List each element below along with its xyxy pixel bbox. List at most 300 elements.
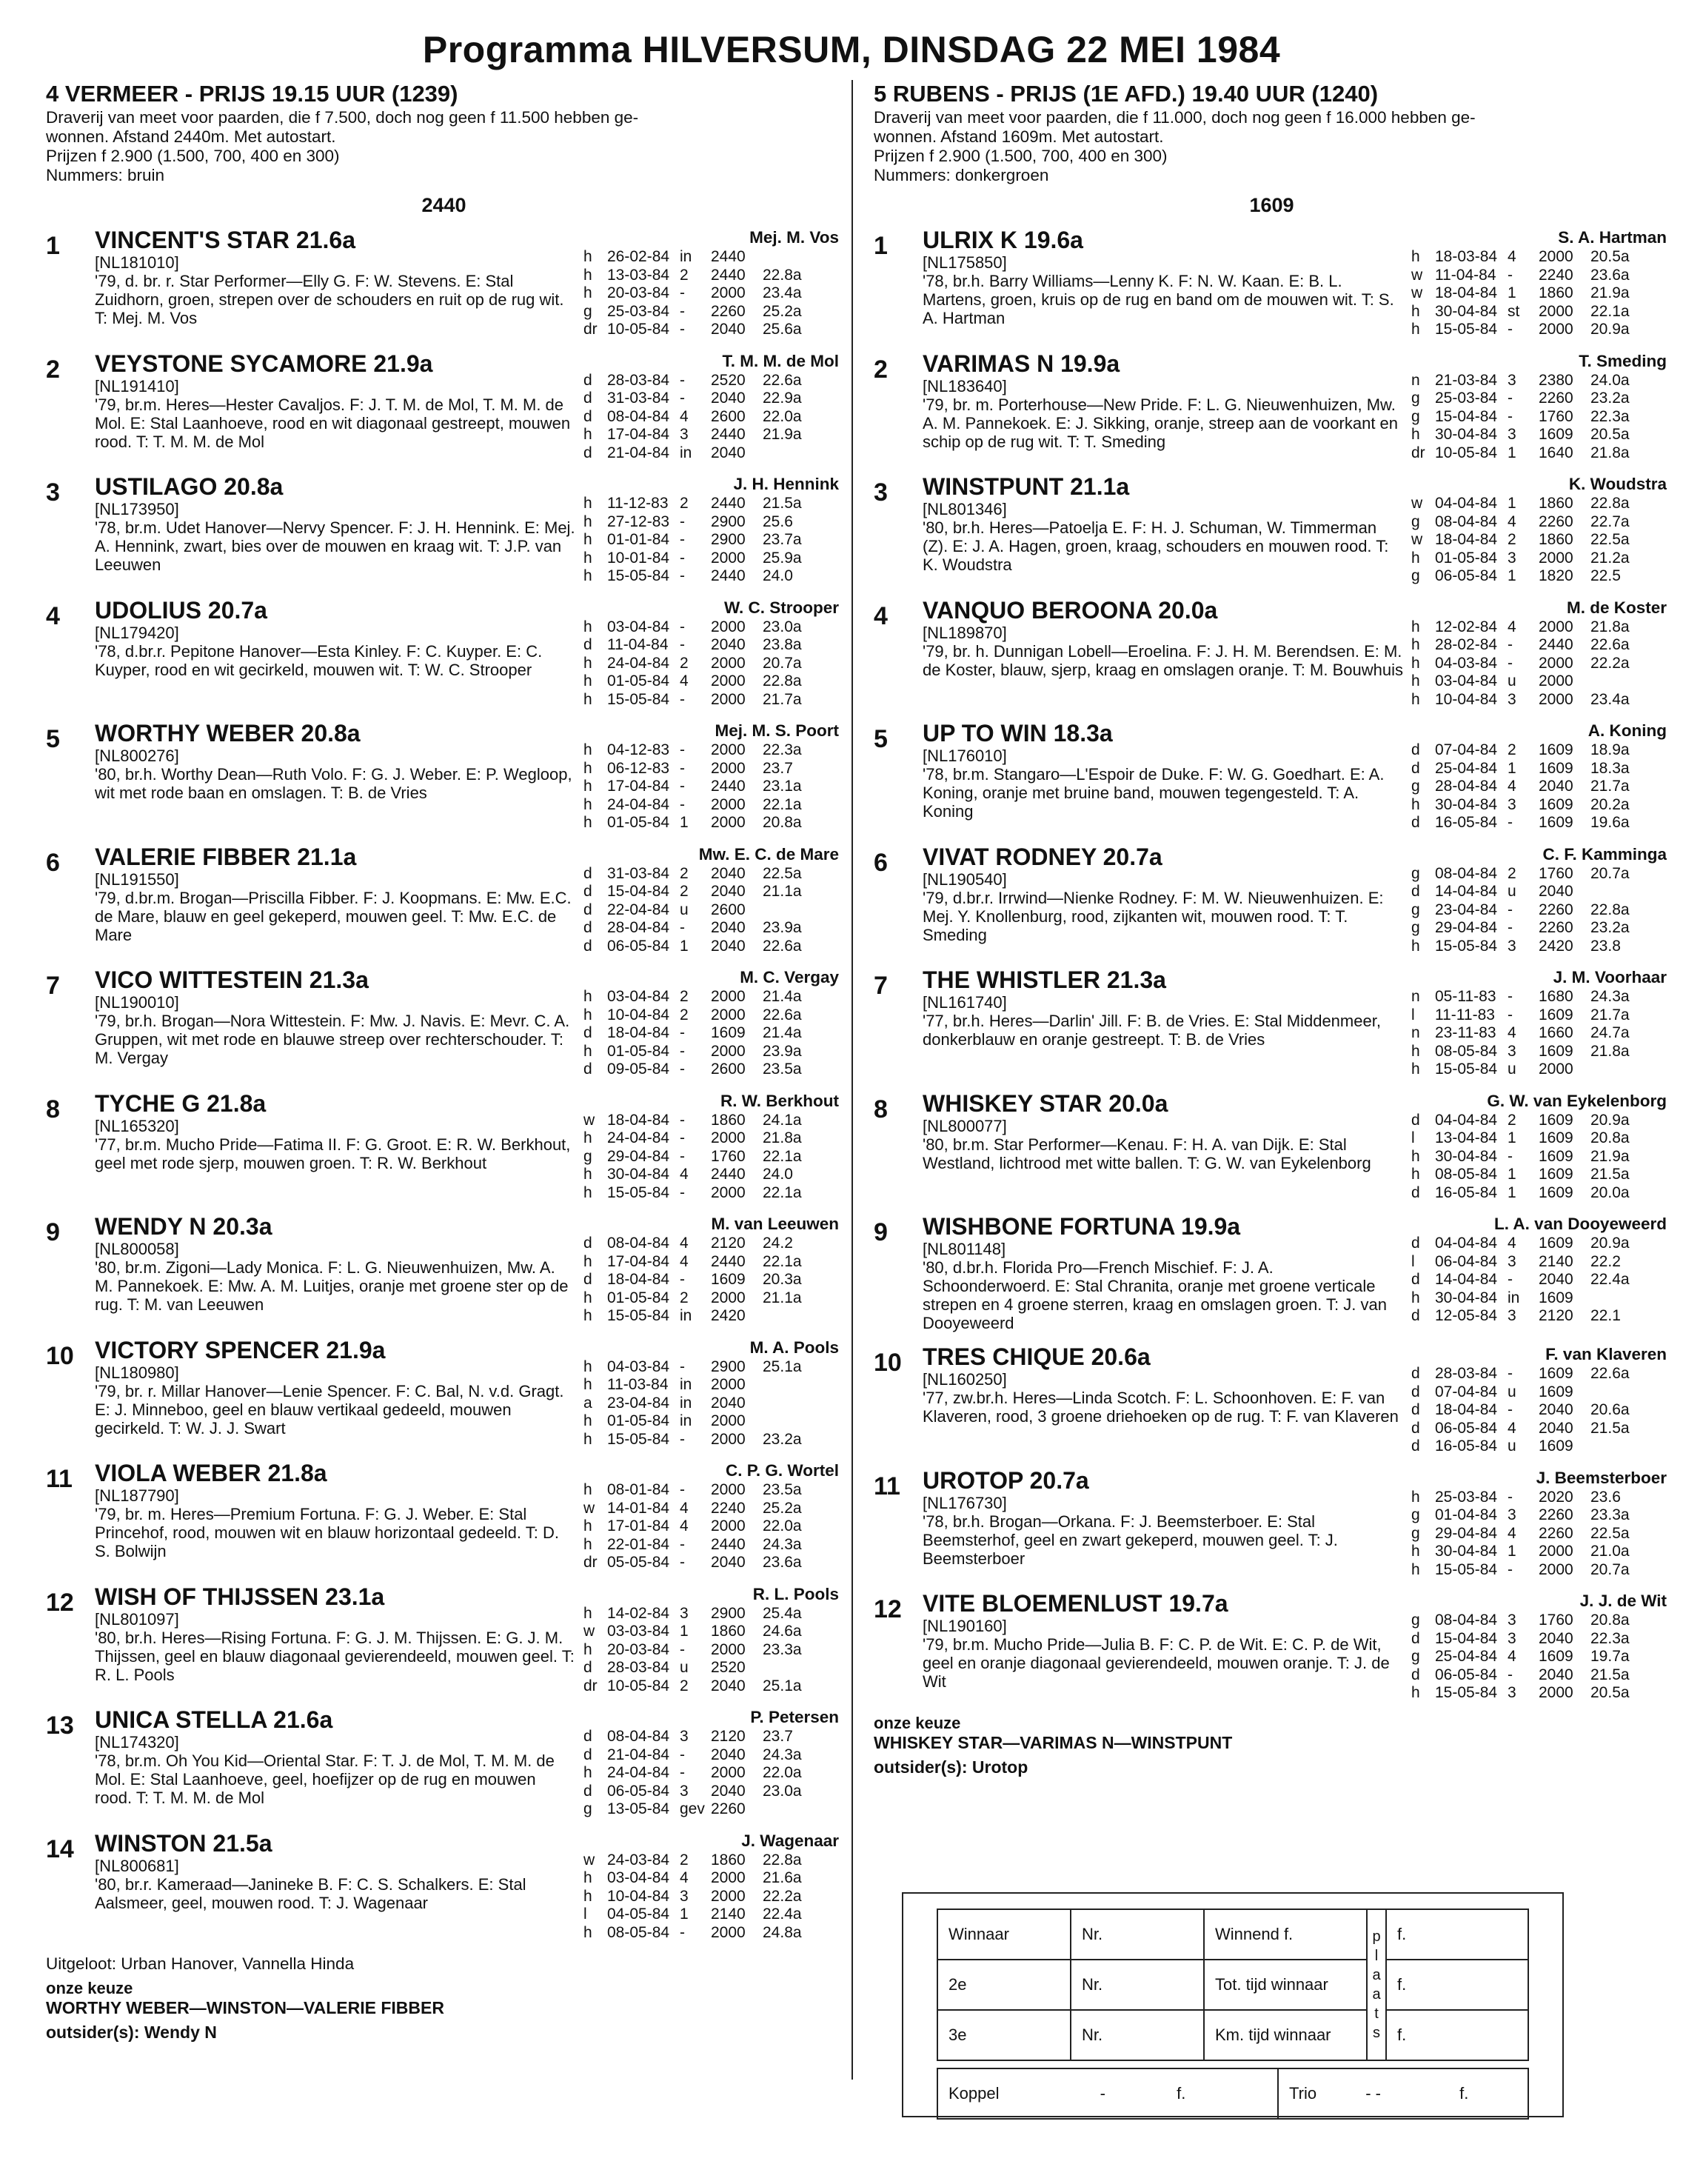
- distance-cell: 2000: [711, 1869, 746, 1886]
- time-cell: 20.3a: [763, 1271, 802, 1288]
- time-cell: [763, 1307, 822, 1326]
- distance-cell: 2000: [1539, 1560, 1573, 1578]
- track-cell: d: [583, 1746, 592, 1763]
- date-cell: 15-04-84: [607, 883, 670, 900]
- distance-cell: 2000: [711, 1006, 746, 1023]
- entry-info: [923, 967, 1411, 1079]
- place-cell: -: [1508, 1271, 1513, 1288]
- horse-description: '78, br.m. Oh You Kid—Oriental Star. F: T. J. de Mol, T. M. M. de Mol. E: Stal Laanhoeve, geel, hoefijzer op de rug en mouwen rood. T: T. M. M. de Mol: [95, 1751, 555, 1807]
- distance-cell: 1760: [711, 1147, 746, 1165]
- track-cell: d: [583, 883, 592, 900]
- distance-cell: 2240: [1539, 266, 1573, 284]
- start-row: [583, 1431, 839, 1449]
- horse-name: UP TO WIN 18.3a: [923, 720, 1113, 747]
- date-cell: 30-04-84: [1435, 426, 1498, 443]
- time-cell: 24.3a: [763, 1746, 802, 1763]
- distance-cell: 1609: [1539, 1166, 1573, 1183]
- track-cell: h: [583, 1289, 592, 1306]
- time-cell: 23.6a: [1590, 266, 1630, 284]
- page-title: Programma HILVERSUM, DINSDAG 22 MEI 1984: [422, 29, 1281, 70]
- entry-info: [95, 1338, 583, 1449]
- start-row: [583, 1235, 839, 1253]
- track-cell: dr: [1411, 444, 1425, 461]
- date-cell: 23-04-84: [1435, 901, 1498, 918]
- start-row: [583, 1659, 839, 1677]
- time-cell: 25.1a: [763, 1358, 802, 1375]
- horse-name: VICTORY SPENCER 21.9a: [95, 1336, 386, 1363]
- place-cell: 4: [1508, 1235, 1516, 1252]
- place-cell: 4: [680, 1252, 689, 1270]
- place-cell: 4: [680, 1869, 689, 1886]
- distance-cell: 2040: [1539, 883, 1573, 900]
- track-cell: d: [583, 864, 592, 882]
- track-cell: d: [1411, 1271, 1420, 1288]
- start-row: [583, 1605, 839, 1623]
- date-cell: 16-05-84: [1435, 814, 1498, 831]
- distance-cell: 1860: [711, 1623, 746, 1640]
- entry-number: 12: [46, 1588, 74, 1617]
- place-cell: -: [680, 1129, 685, 1146]
- date-cell: 08-04-84: [607, 407, 670, 425]
- date-cell: 14-02-84: [607, 1604, 670, 1622]
- distance-cell: 1609: [1539, 741, 1573, 758]
- start-row: [583, 760, 839, 778]
- horse-entry: [874, 598, 1670, 709]
- track-cell: h: [583, 1764, 592, 1781]
- date-cell: 15-05-84: [607, 567, 670, 584]
- track-cell: h: [583, 988, 592, 1005]
- distance-cell: 1609: [1539, 1235, 1573, 1252]
- track-cell: d: [583, 444, 592, 461]
- distance-cell: 2040: [1539, 1271, 1573, 1288]
- horse-description: '80, br.h. Heres—Rising Fortuna. F: G. J. M. Thijssen. E: G. J. M. Thijssen, geel en blauw diagonaal gevierendeeld, mouwen geel. T: R. L. Pools: [95, 1628, 575, 1684]
- distance-cell: 2260: [1539, 901, 1573, 918]
- horse-description: '80, br.h. Heres—Patoelja E. F: H. J. Schuman, W. Timmerman (Z). E: J. A. Hagen, groen, kraag, schouders en mouwen rood. T: K. Woudstra: [923, 518, 1389, 574]
- track-cell: h: [583, 1252, 592, 1270]
- track-cell: d: [1411, 1235, 1420, 1252]
- driver-name: J. Beemsterboer: [1536, 1468, 1667, 1487]
- place-cell: -: [680, 690, 685, 708]
- start-row: [1411, 814, 1667, 832]
- date-cell: 01-01-84: [607, 531, 670, 548]
- start-row: [583, 1783, 839, 1801]
- date-cell: 28-04-84: [607, 919, 670, 936]
- distance-cell: 1609: [1539, 1183, 1573, 1201]
- recent-starts: [583, 474, 839, 586]
- place-cell: 1: [680, 814, 689, 831]
- date-cell: 10-04-84: [607, 1006, 670, 1023]
- place-cell: -: [680, 1535, 685, 1553]
- distance-cell: 2000: [1539, 654, 1573, 672]
- place-cell: 4: [1508, 1524, 1516, 1542]
- result-winnend-label: Winnend f.: [1204, 1909, 1367, 1960]
- date-cell: 08-04-84: [1435, 1612, 1498, 1629]
- horse-entry: [46, 1338, 842, 1449]
- time-cell: 22.2a: [763, 1887, 802, 1905]
- start-row: [583, 1129, 839, 1148]
- start-row: [1411, 1525, 1667, 1543]
- start-row: [1411, 1024, 1667, 1043]
- distance-cell: 2040: [711, 1394, 746, 1412]
- date-cell: 10-04-84: [607, 1887, 670, 1905]
- date-cell: 15-05-84: [607, 1430, 670, 1448]
- horse-name: VEYSTONE SYCAMORE 21.9a: [95, 350, 433, 377]
- distance-cell: 2260: [1539, 512, 1573, 530]
- distance-cell: 2000: [1539, 690, 1573, 708]
- place-cell: 1: [1508, 284, 1516, 301]
- driver-name: F. van Klaveren: [1545, 1345, 1667, 1363]
- distance-cell: 1609: [1539, 759, 1573, 777]
- date-cell: 01-05-84: [607, 1412, 670, 1429]
- track-cell: d: [583, 1235, 592, 1252]
- horse-code: [NL179420]: [95, 623, 179, 642]
- track-cell: h: [1411, 618, 1420, 635]
- start-row: [1411, 741, 1667, 760]
- start-row: [583, 1481, 839, 1500]
- driver-name: L. A. van Dooyeweerd: [1494, 1215, 1667, 1233]
- horse-name: VALERIE FIBBER 21.1a: [95, 843, 357, 870]
- race-distance: 2440: [421, 194, 466, 216]
- horse-entry: [874, 1591, 1670, 1703]
- start-row: [583, 1166, 839, 1184]
- place-cell: 4: [680, 672, 689, 689]
- date-cell: 27-12-83: [607, 512, 670, 530]
- track-cell: g: [1411, 1612, 1420, 1629]
- place-cell: 3: [1508, 1042, 1516, 1060]
- recent-starts: [1411, 1468, 1667, 1580]
- time-cell: 22.8a: [1590, 901, 1630, 918]
- time-cell: 21.9a: [763, 426, 802, 443]
- date-cell: 08-04-84: [1435, 864, 1498, 882]
- date-cell: 29-04-84: [1435, 919, 1498, 936]
- start-row: [583, 1148, 839, 1166]
- start-row: [583, 248, 839, 267]
- horse-description: '79, br.m. Mucho Pride—Julia B. F: C. P. de Wit. E: C. P. de Wit, geel en oranje diagonaal gevierendeeld, mouwen oranje. T: J. de Wit: [923, 1635, 1390, 1691]
- track-cell: h: [583, 1517, 592, 1535]
- driver-name: M. de Koster: [1566, 598, 1667, 617]
- entry-info: [923, 1591, 1411, 1703]
- distance-cell: 1860: [1539, 495, 1573, 512]
- place-cell: 4: [1508, 618, 1516, 635]
- track-cell: d: [583, 1061, 592, 1078]
- date-cell: 31-03-84: [607, 390, 670, 407]
- start-row: [583, 1043, 839, 1061]
- place-cell: -: [1508, 901, 1513, 918]
- distance-cell: 2040: [1539, 1419, 1573, 1437]
- place-cell: 1: [1508, 1183, 1516, 1201]
- place-cell: -: [1508, 407, 1513, 425]
- time-cell: 24.8a: [763, 1923, 802, 1941]
- track-cell: h: [583, 741, 592, 758]
- date-cell: 04-12-83: [607, 741, 670, 758]
- track-cell: h: [1411, 672, 1420, 689]
- time-cell: 20.9a: [1590, 321, 1630, 338]
- entry-number: 7: [874, 972, 888, 1000]
- track-cell: w: [583, 1623, 595, 1640]
- time-cell: 20.6a: [1590, 1401, 1630, 1418]
- track-cell: h: [583, 1376, 592, 1393]
- distance-cell: 2380: [1539, 371, 1573, 389]
- start-row: [583, 1006, 839, 1025]
- distance-cell: 2000: [711, 690, 746, 708]
- horse-code: [NL801097]: [95, 1609, 179, 1629]
- date-cell: 30-04-84: [1435, 795, 1498, 813]
- track-cell: d: [583, 1024, 592, 1041]
- track-cell: w: [1411, 284, 1423, 301]
- place-cell: -: [1508, 266, 1513, 284]
- track-cell: h: [583, 618, 592, 635]
- recent-starts: [1411, 227, 1667, 339]
- koppel-label: Koppel: [948, 2084, 1000, 2103]
- date-cell: 29-04-84: [1435, 1524, 1498, 1542]
- distance-cell: 1609: [1539, 1147, 1573, 1165]
- start-row: [1411, 1253, 1667, 1272]
- horse-code: [NL180980]: [95, 1363, 179, 1382]
- place-cell: -: [680, 1147, 685, 1165]
- horse-entry: [46, 1460, 842, 1572]
- track-cell: l: [1411, 1129, 1415, 1146]
- start-row: [1411, 1184, 1667, 1203]
- date-cell: 15-04-84: [1435, 407, 1498, 425]
- horse-name: VIVAT RODNEY 20.7a: [923, 843, 1162, 870]
- entry-info: [95, 1214, 583, 1326]
- date-cell: 17-04-84: [607, 426, 670, 443]
- distance-cell: 2040: [1539, 1629, 1573, 1647]
- recent-starts: [583, 967, 839, 1079]
- distance-cell: 2040: [1539, 778, 1573, 795]
- driver-name: G. W. van Eykelenborg: [1487, 1091, 1667, 1110]
- distance-cell: 1640: [1539, 444, 1573, 461]
- horse-name: WHISKEY STAR 20.0a: [923, 1089, 1168, 1117]
- place-cell: -: [680, 759, 685, 777]
- koppel-cell: [937, 2068, 1278, 2119]
- outsider-note: outsider(s): Urotop: [874, 1757, 1028, 1777]
- place-cell: 3: [1508, 1506, 1516, 1523]
- place-cell: 2: [680, 864, 689, 882]
- entry-info: [95, 967, 583, 1079]
- entry-info: [923, 1344, 1411, 1456]
- time-cell: 20.5a: [1590, 426, 1630, 443]
- start-row: [583, 796, 839, 815]
- start-row: [1411, 1271, 1667, 1289]
- track-cell: w: [1411, 495, 1423, 512]
- start-row: [583, 1851, 839, 1870]
- track-cell: h: [583, 759, 592, 777]
- distance-cell: 2000: [1539, 302, 1573, 320]
- time-cell: 21.8a: [763, 1129, 802, 1146]
- horse-code: [NL191550]: [95, 869, 179, 889]
- place-cell: u: [1508, 1383, 1516, 1400]
- track-cell: h: [583, 1481, 592, 1498]
- place-cell: -: [680, 1481, 685, 1498]
- distance-cell: 2440: [711, 567, 746, 584]
- horse-description: '79, br. m. Heres—Premium Fortuna. F: G. J. Weber. E: Stal Princehof, rood, mouwen wit en blauw horizontaal gedeeld. T: D. S. Bolwijn: [95, 1505, 559, 1560]
- date-cell: 30-04-84: [1435, 1543, 1498, 1560]
- horse-code: [NL160250]: [923, 1370, 1007, 1389]
- place-cell: -: [680, 1746, 685, 1763]
- recent-starts: [583, 1460, 839, 1572]
- place-cell: 2: [680, 495, 689, 512]
- horse-description: '78, br.m. Udet Hanover—Nervy Spencer. F: J. H. Hennink. E: Mej. A. Hennink, zwart, bies over de mouwen en kraag wit. T: J.P. van Leeuwen: [95, 518, 575, 574]
- time-cell: 21.7a: [1590, 1006, 1630, 1023]
- place-cell: -: [680, 284, 685, 301]
- entry-number: 5: [46, 725, 60, 753]
- place-cell: -: [1508, 1666, 1513, 1683]
- start-row: [583, 901, 839, 920]
- entry-number: 9: [46, 1218, 60, 1246]
- result-plaats-f-1: f.: [1386, 1909, 1528, 1960]
- track-cell: h: [583, 1923, 592, 1941]
- start-row: [583, 408, 839, 427]
- driver-name: S. A. Hartman: [1558, 228, 1667, 247]
- track-cell: h: [583, 284, 592, 301]
- time-cell: 25.2a: [763, 1499, 802, 1517]
- track-cell: h: [1411, 1684, 1420, 1701]
- distance-cell: 2000: [1539, 618, 1573, 635]
- koppel-f: f.: [1177, 2084, 1186, 2103]
- date-cell: 01-05-84: [607, 814, 670, 831]
- time-cell: 20.5a: [1590, 248, 1630, 265]
- horse-entry: [874, 1344, 1670, 1456]
- place-cell: -: [680, 919, 685, 936]
- date-cell: 06-05-84: [1435, 567, 1498, 584]
- distance-cell: 1609: [1539, 795, 1573, 813]
- time-cell: 22.5a: [1590, 1524, 1630, 1542]
- horse-name: VANQUO BEROONA 20.0a: [923, 596, 1218, 624]
- place-cell: 2: [680, 654, 689, 672]
- time-cell: [763, 1395, 822, 1413]
- track-cell: h: [583, 567, 592, 584]
- track-cell: h: [583, 1412, 592, 1429]
- track-cell: h: [583, 1604, 592, 1622]
- driver-name: C. F. Kamminga: [1542, 844, 1667, 864]
- start-row: [1411, 901, 1667, 920]
- horse-name: VICO WITTESTEIN 21.3a: [95, 966, 369, 993]
- place-cell: 1: [680, 1623, 689, 1640]
- distance-cell: 2040: [711, 390, 746, 407]
- place-cell: 3: [1508, 1252, 1516, 1270]
- distance-cell: 2240: [711, 1499, 746, 1517]
- start-row: [583, 1800, 839, 1819]
- time-cell: 25.2a: [763, 302, 802, 320]
- horse-entry: [874, 1214, 1670, 1332]
- time-cell: 21.5a: [1590, 1666, 1630, 1683]
- date-cell: 06-05-84: [607, 937, 670, 955]
- start-row: [1411, 1043, 1667, 1061]
- race-description: [874, 108, 1670, 185]
- place-cell: -: [680, 1183, 685, 1201]
- driver-name: J. H. Hennink: [733, 475, 839, 493]
- time-cell: 21.4a: [763, 1024, 802, 1041]
- time-cell: 21.5a: [1590, 1419, 1630, 1437]
- start-row: [583, 672, 839, 691]
- start-row: [583, 1500, 839, 1518]
- date-cell: 21-04-84: [607, 1746, 670, 1763]
- entry-number: 8: [46, 1095, 60, 1123]
- horse-code: [NL181010]: [95, 253, 179, 272]
- horse-description: '77, br.h. Heres—Darlin' Jill. F: B. de Vries. E: Stal Middenmeer, donkerblauw en oranje gestreept. T: B. de Vries: [923, 1012, 1381, 1049]
- start-row: [1411, 1612, 1667, 1630]
- driver-name: Mej. M. S. Poort: [715, 721, 839, 740]
- distance-cell: 2440: [1539, 636, 1573, 653]
- horse-code: [NL176010]: [923, 747, 1007, 765]
- place-cell: -: [1508, 1488, 1513, 1506]
- recent-starts: [583, 1584, 839, 1696]
- place-cell: 1: [1508, 759, 1516, 777]
- horse-code: [NL174320]: [95, 1733, 179, 1751]
- date-cell: 16-05-84: [1435, 1183, 1498, 1201]
- place-cell: in: [680, 1307, 692, 1324]
- place-cell: in: [680, 1412, 692, 1429]
- horse-name: VIOLA WEBER 21.8a: [95, 1460, 327, 1486]
- distance-cell: 2420: [1539, 937, 1573, 955]
- distance-cell: 2040: [711, 1554, 746, 1571]
- driver-name: J. M. Voorhaar: [1553, 968, 1667, 986]
- horse-description: '77, br.m. Mucho Pride—Fatima II. F: G. Groot. E: R. W. Berkhout, geel met rode sjerp, mouwen groen. T: R. W. Berkhout: [95, 1135, 571, 1172]
- time-cell: 22.8a: [763, 1851, 802, 1869]
- entry-info: [923, 844, 1411, 956]
- start-row: [1411, 1112, 1667, 1130]
- horse-code: [NL175850]: [923, 253, 1007, 272]
- entry-number: 10: [46, 1341, 74, 1370]
- horse-code: [NL800077]: [923, 1116, 1007, 1135]
- entry-number: 11: [46, 1465, 73, 1493]
- distance-cell: 1609: [1539, 814, 1573, 831]
- start-row: [583, 655, 839, 673]
- start-row: [1411, 267, 1667, 285]
- place-cell: 3: [680, 1728, 689, 1745]
- time-cell: 24.7a: [1590, 1024, 1630, 1041]
- start-row: [1411, 1561, 1667, 1580]
- track-cell: h: [1411, 549, 1420, 567]
- entry-number: 6: [874, 848, 888, 877]
- distance-cell: 1609: [1539, 1289, 1573, 1306]
- distance-cell: 1860: [1539, 284, 1573, 301]
- date-cell: 24-03-84: [607, 1851, 670, 1869]
- place-cell: -: [680, 1640, 685, 1658]
- time-cell: 24.0: [763, 567, 793, 584]
- trio-label: Trio: [1289, 2084, 1317, 2103]
- date-cell: 01-05-84: [607, 1042, 670, 1060]
- start-row: [583, 1271, 839, 1289]
- distance-cell: 1609: [1539, 1383, 1573, 1400]
- start-row: [583, 1623, 839, 1641]
- horse-entry: [874, 1091, 1670, 1203]
- track-cell: h: [1411, 426, 1420, 443]
- distance-cell: 2440: [711, 1252, 746, 1270]
- driver-name: W. C. Strooper: [723, 598, 839, 617]
- place-cell: 4: [1508, 512, 1516, 530]
- time-cell: [763, 444, 822, 463]
- time-cell: 22.3a: [1590, 1629, 1630, 1647]
- start-row: [1411, 567, 1667, 586]
- track-cell: h: [1411, 636, 1420, 653]
- time-cell: 22.6a: [1590, 636, 1630, 653]
- start-row: [1411, 1684, 1667, 1703]
- start-row: [583, 1024, 839, 1043]
- track-cell: w: [1411, 266, 1423, 284]
- date-cell: 03-03-84: [607, 1623, 670, 1640]
- distance-cell: 2000: [711, 814, 746, 831]
- horse-description: '80, br.m. Star Performer—Kenau. F: H. A. van Dijk. E: Stal Westland, lichtrood met witte ballen. T: G. W. van Eykelenborg: [923, 1135, 1371, 1172]
- horse-entry: [874, 351, 1670, 463]
- start-row: [583, 1376, 839, 1395]
- horse-entry: [46, 1831, 842, 1943]
- start-row: [1411, 938, 1667, 956]
- start-row: [1411, 1489, 1667, 1507]
- start-row: [583, 1728, 839, 1746]
- place-cell: -: [680, 531, 685, 548]
